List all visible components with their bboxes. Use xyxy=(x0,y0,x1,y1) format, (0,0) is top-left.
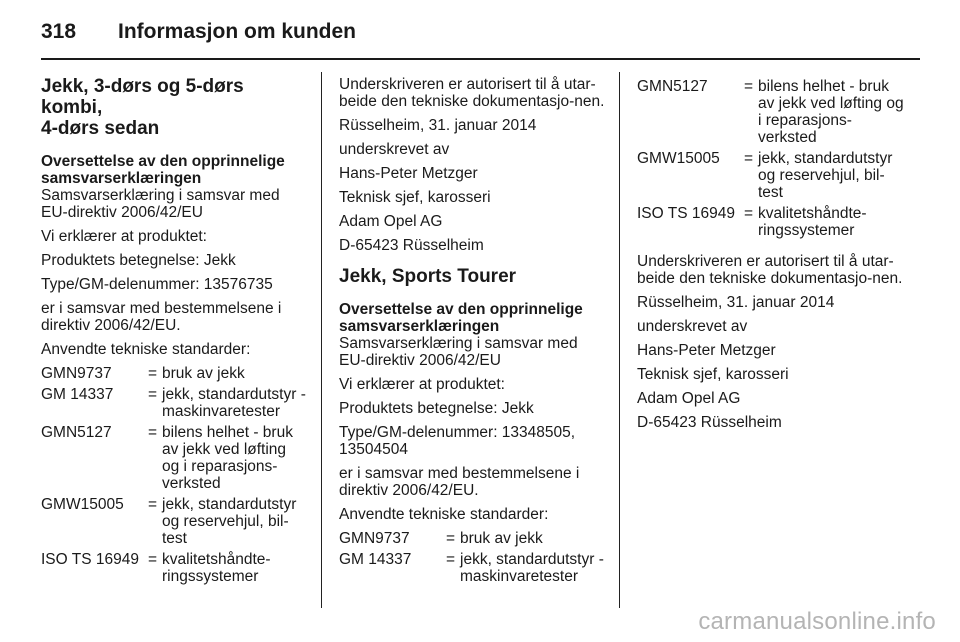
standard-description: jekk, standardutstyr og reservehjul, bil-test xyxy=(758,150,893,201)
company-address: D-65423 Rüsselheim xyxy=(637,414,782,431)
standard-code: GMW15005 xyxy=(41,496,124,513)
standard-code: GMN9737 xyxy=(339,530,410,547)
standard-description: bruk av jekk xyxy=(162,365,245,382)
equals-sign: = xyxy=(446,551,456,568)
equals-sign: = xyxy=(744,205,754,222)
signatory-role: Teknisk sjef, karosseri xyxy=(339,189,491,206)
standard-code: GMN5127 xyxy=(41,424,112,441)
column-divider-2 xyxy=(619,72,620,608)
standard-description: bilens helhet - bruk av jekk ved løfting og i reparasjons-verksted xyxy=(162,424,293,492)
header-rule xyxy=(41,58,920,60)
column-3 xyxy=(637,78,905,438)
page-number: 318 xyxy=(41,20,77,43)
company-address: D-65423 Rüsselheim xyxy=(339,237,484,254)
standard-code: GMN9737 xyxy=(41,365,112,382)
standard-code: ISO TS 16949 xyxy=(637,205,735,222)
signatory-name: Hans-Peter Metzger xyxy=(637,342,776,359)
heading-line-1: Jekk, 3-dørs og 5-dørs kombi, xyxy=(41,76,244,118)
standard-description: bruk av jekk xyxy=(460,530,543,547)
standard-code: ISO TS 16949 xyxy=(41,551,139,568)
standard-code: GM 14337 xyxy=(339,551,412,568)
standard-description: kvalitetshåndte-ringssystemer xyxy=(162,551,271,585)
standard-description: jekk, standardutstyr - maskinvaretester xyxy=(460,551,604,585)
standard-code: GMW15005 xyxy=(637,150,720,167)
standard-code: GMN5127 xyxy=(637,78,708,95)
equals-sign: = xyxy=(148,551,158,568)
section-heading-sports-tourer: Jekk, Sports Tourer xyxy=(339,266,517,287)
signatory-authorization: Underskriveren er autorisert til å utar-beide den tekniske dokumentasjo-nen. xyxy=(339,76,605,110)
declaration-subheading: Oversettelse av den opprinnelige samsvarserklæringen xyxy=(41,153,285,187)
equals-sign: = xyxy=(744,78,754,95)
declaration-text: Samsvarserklæring i samsvar med EU-direktiv 2006/42/EU xyxy=(339,335,578,369)
declaration-product-intro: Vi erklærer at produktet: xyxy=(41,228,207,245)
equals-sign: = xyxy=(446,530,456,547)
standard-description: bilens helhet - bruk av jekk ved løfting og i reparasjons-verksted xyxy=(758,78,904,146)
company-name: Adam Opel AG xyxy=(637,390,741,407)
equals-sign: = xyxy=(148,424,158,441)
declaration-product-intro: Vi erklærer at produktet: xyxy=(339,376,505,393)
column-divider-1 xyxy=(321,72,322,608)
signatory-name: Hans-Peter Metzger xyxy=(339,165,478,182)
standard-code: GM 14337 xyxy=(41,386,114,403)
directive-compliance: er i samsvar med bestemmelsene i direktiv 2006/42/EU. xyxy=(41,300,282,334)
standards-table xyxy=(339,530,607,589)
equals-sign: = xyxy=(148,365,158,382)
page-title: Informasjon om kunden xyxy=(118,20,357,43)
standards-intro: Anvendte tekniske standarder: xyxy=(41,341,251,358)
declaration-text: Samsvarserklæring i samsvar med EU-direktiv 2006/42/EU xyxy=(41,187,280,221)
watermark-text: carmanualsonline.info xyxy=(698,608,936,635)
part-number: Type/GM-delenummer: 13348505, 13504504 xyxy=(339,424,576,458)
signed-by-label: underskrevet av xyxy=(339,141,450,158)
product-designation: Produktets betegnelse: Jekk xyxy=(339,400,534,417)
place-date: Rüsselheim, 31. januar 2014 xyxy=(339,117,537,134)
declaration-subheading: Oversettelse av den opprinnelige samsvarserklæringen xyxy=(339,301,583,335)
standard-description: kvalitetshåndte-ringssystemer xyxy=(758,205,867,239)
section-heading-kombi-sedan xyxy=(41,76,306,139)
standard-description: jekk, standardutstyr og reservehjul, bil-test xyxy=(162,496,297,547)
equals-sign: = xyxy=(148,496,158,513)
signatory-authorization: Underskriveren er autorisert til å utar-beide den tekniske dokumentasjo-nen. xyxy=(637,253,903,287)
standards-table xyxy=(637,78,905,243)
standards-intro: Anvendte tekniske standarder: xyxy=(339,506,549,523)
standards-table xyxy=(41,365,306,589)
column-2 xyxy=(339,76,607,589)
signatory-role: Teknisk sjef, karosseri xyxy=(637,366,789,383)
place-date: Rüsselheim, 31. januar 2014 xyxy=(637,294,835,311)
product-designation: Produktets betegnelse: Jekk xyxy=(41,252,236,269)
signed-by-label: underskrevet av xyxy=(637,318,748,335)
company-name: Adam Opel AG xyxy=(339,213,443,230)
equals-sign: = xyxy=(744,150,754,167)
heading-line-2: 4-dørs sedan xyxy=(41,118,160,139)
part-number: Type/GM-delenummer: 13576735 xyxy=(41,276,273,293)
column-1 xyxy=(41,76,306,589)
standard-description: jekk, standardutstyr - maskinvaretester xyxy=(162,386,306,420)
directive-compliance: er i samsvar med bestemmelsene i direktiv 2006/42/EU. xyxy=(339,465,580,499)
equals-sign: = xyxy=(148,386,158,403)
